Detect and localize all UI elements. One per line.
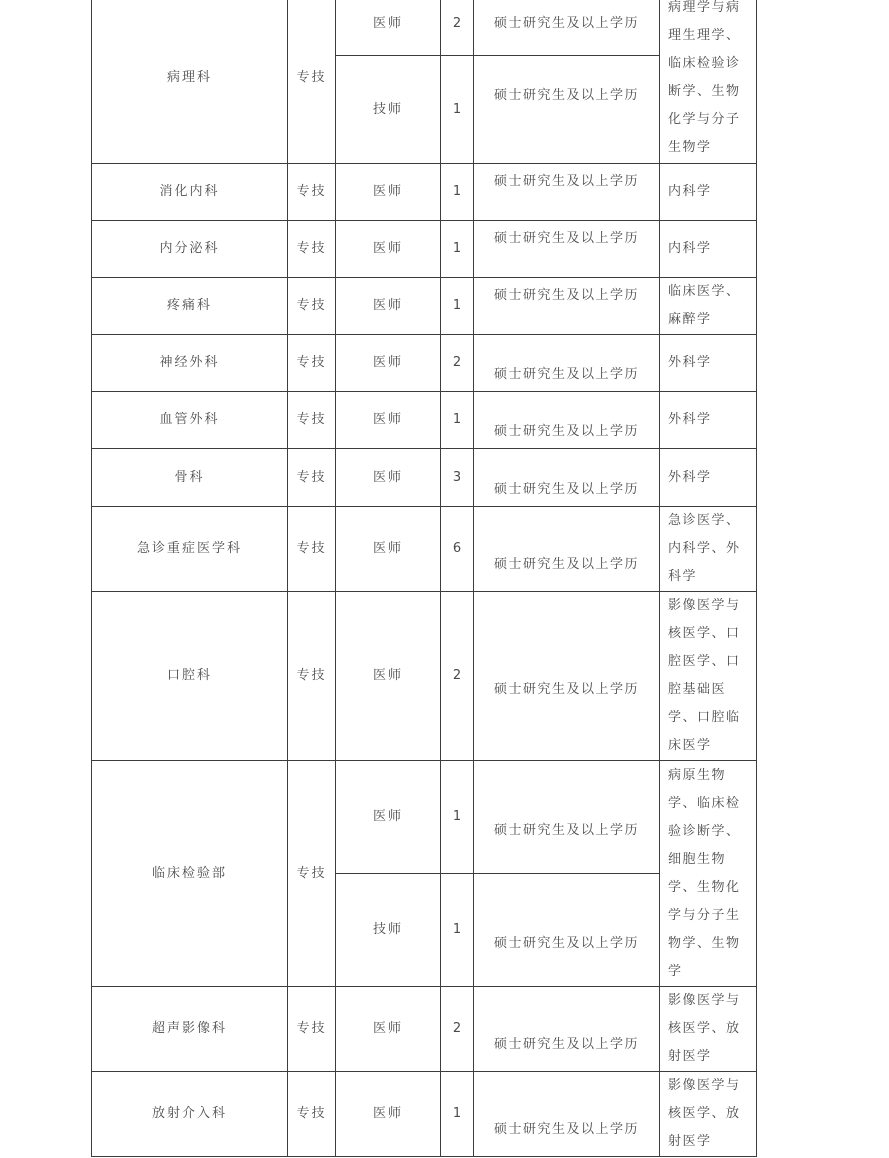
type-cell: 专技: [288, 507, 336, 592]
education-cell: 硕士研究生及以上学历: [474, 761, 660, 874]
type-cell: 专技: [288, 164, 336, 221]
post-cell: 技师: [336, 56, 441, 164]
table-row: [92, 449, 757, 507]
post-cell: 医师: [336, 592, 441, 761]
dept-cell: 神经外科: [92, 335, 288, 392]
dept-cell: 血管外科: [92, 392, 288, 449]
post-cell: 医师: [336, 507, 441, 592]
major-cell: 急诊医学、 内科学、外 科学: [660, 507, 757, 592]
post-cell: 医师: [336, 449, 441, 507]
table-row: [92, 761, 757, 874]
type-cell: 专技: [288, 335, 336, 392]
dept-cell: 疼痛科: [92, 278, 288, 335]
count-cell: 3: [441, 449, 474, 507]
education-cell: 硕士研究生及以上学历: [474, 56, 660, 164]
education-cell: 硕士研究生及以上学历: [474, 278, 660, 335]
major-cell: 病原生物 学、临床检 验诊断学、 细胞生物 学、生物化 学与分子生 物学、生物 学: [660, 761, 757, 987]
count-cell: 6: [441, 507, 474, 592]
table-row: [92, 335, 757, 392]
dept-cell: 骨科: [92, 449, 288, 507]
dept-cell: 内分泌科: [92, 221, 288, 278]
table-row: [92, 164, 757, 221]
table-row: [92, 592, 757, 761]
post-cell: 医师: [336, 335, 441, 392]
type-cell: 专技: [288, 761, 336, 987]
type-cell: 专技: [288, 592, 336, 761]
table-row: [92, 507, 757, 592]
count-cell: 1: [441, 56, 474, 164]
type-cell: 专技: [288, 278, 336, 335]
table-row: [92, 221, 757, 278]
table-row: [92, 0, 757, 56]
table-row: [92, 392, 757, 449]
major-cell: 影像医学与 核医学、口 腔医学、口 腔基础医 学、口腔临 床医学: [660, 592, 757, 761]
type-cell: 专技: [288, 1072, 336, 1157]
dept-cell: 超声影像科: [92, 987, 288, 1072]
count-cell: 2: [441, 335, 474, 392]
type-cell: 专技: [288, 987, 336, 1072]
post-cell: 技师: [336, 874, 441, 987]
major-cell: 影像医学与 核医学、放 射医学: [660, 1072, 757, 1157]
education-cell: 硕士研究生及以上学历: [474, 1072, 660, 1157]
count-cell: 1: [441, 874, 474, 987]
count-cell: 1: [441, 164, 474, 221]
post-cell: 医师: [336, 0, 441, 56]
dept-cell: 临床检验部: [92, 761, 288, 987]
education-cell: 硕士研究生及以上学历: [474, 987, 660, 1072]
post-cell: 医师: [336, 392, 441, 449]
table-row: [92, 278, 757, 335]
dept-cell: 消化内科: [92, 164, 288, 221]
count-cell: 1: [441, 1072, 474, 1157]
count-cell: 2: [441, 0, 474, 56]
major-cell: 外科学: [660, 449, 757, 507]
education-cell: 硕士研究生及以上学历: [474, 0, 660, 56]
post-cell: 医师: [336, 987, 441, 1072]
education-cell: 硕士研究生及以上学历: [474, 164, 660, 221]
post-cell: 医师: [336, 164, 441, 221]
dept-cell: 放射介入科: [92, 1072, 288, 1157]
recruitment-table: [91, 0, 757, 1157]
dept-cell: 急诊重症医学科: [92, 507, 288, 592]
education-cell: 硕士研究生及以上学历: [474, 449, 660, 507]
post-cell: 医师: [336, 221, 441, 278]
post-cell: 医师: [336, 278, 441, 335]
major-cell: 外科学: [660, 392, 757, 449]
count-cell: 1: [441, 761, 474, 874]
type-cell: 专技: [288, 449, 336, 507]
education-cell: 硕士研究生及以上学历: [474, 592, 660, 761]
dept-cell: 口腔科: [92, 592, 288, 761]
table-row: [92, 987, 757, 1072]
education-cell: 硕士研究生及以上学历: [474, 335, 660, 392]
post-cell: 医师: [336, 1072, 441, 1157]
major-cell: 影像医学与 核医学、放 射医学: [660, 987, 757, 1072]
major-cell: 外科学: [660, 335, 757, 392]
count-cell: 2: [441, 592, 474, 761]
education-cell: 硕士研究生及以上学历: [474, 221, 660, 278]
dept-cell: 病理科: [92, 0, 288, 164]
count-cell: 1: [441, 392, 474, 449]
major-cell: 内科学: [660, 164, 757, 221]
education-cell: 硕士研究生及以上学历: [474, 392, 660, 449]
type-cell: 专技: [288, 0, 336, 164]
major-cell: 病理学与病 理生理学、 临床检验诊 断学、生物 化学与分子 生物学: [660, 0, 757, 164]
type-cell: 专技: [288, 221, 336, 278]
type-cell: 专技: [288, 392, 336, 449]
count-cell: 1: [441, 278, 474, 335]
count-cell: 2: [441, 987, 474, 1072]
table-row: [92, 1072, 757, 1157]
major-cell: 内科学: [660, 221, 757, 278]
education-cell: 硕士研究生及以上学历: [474, 874, 660, 987]
major-cell: 临床医学、 麻醉学: [660, 278, 757, 335]
count-cell: 1: [441, 221, 474, 278]
post-cell: 医师: [336, 761, 441, 874]
education-cell: 硕士研究生及以上学历: [474, 507, 660, 592]
